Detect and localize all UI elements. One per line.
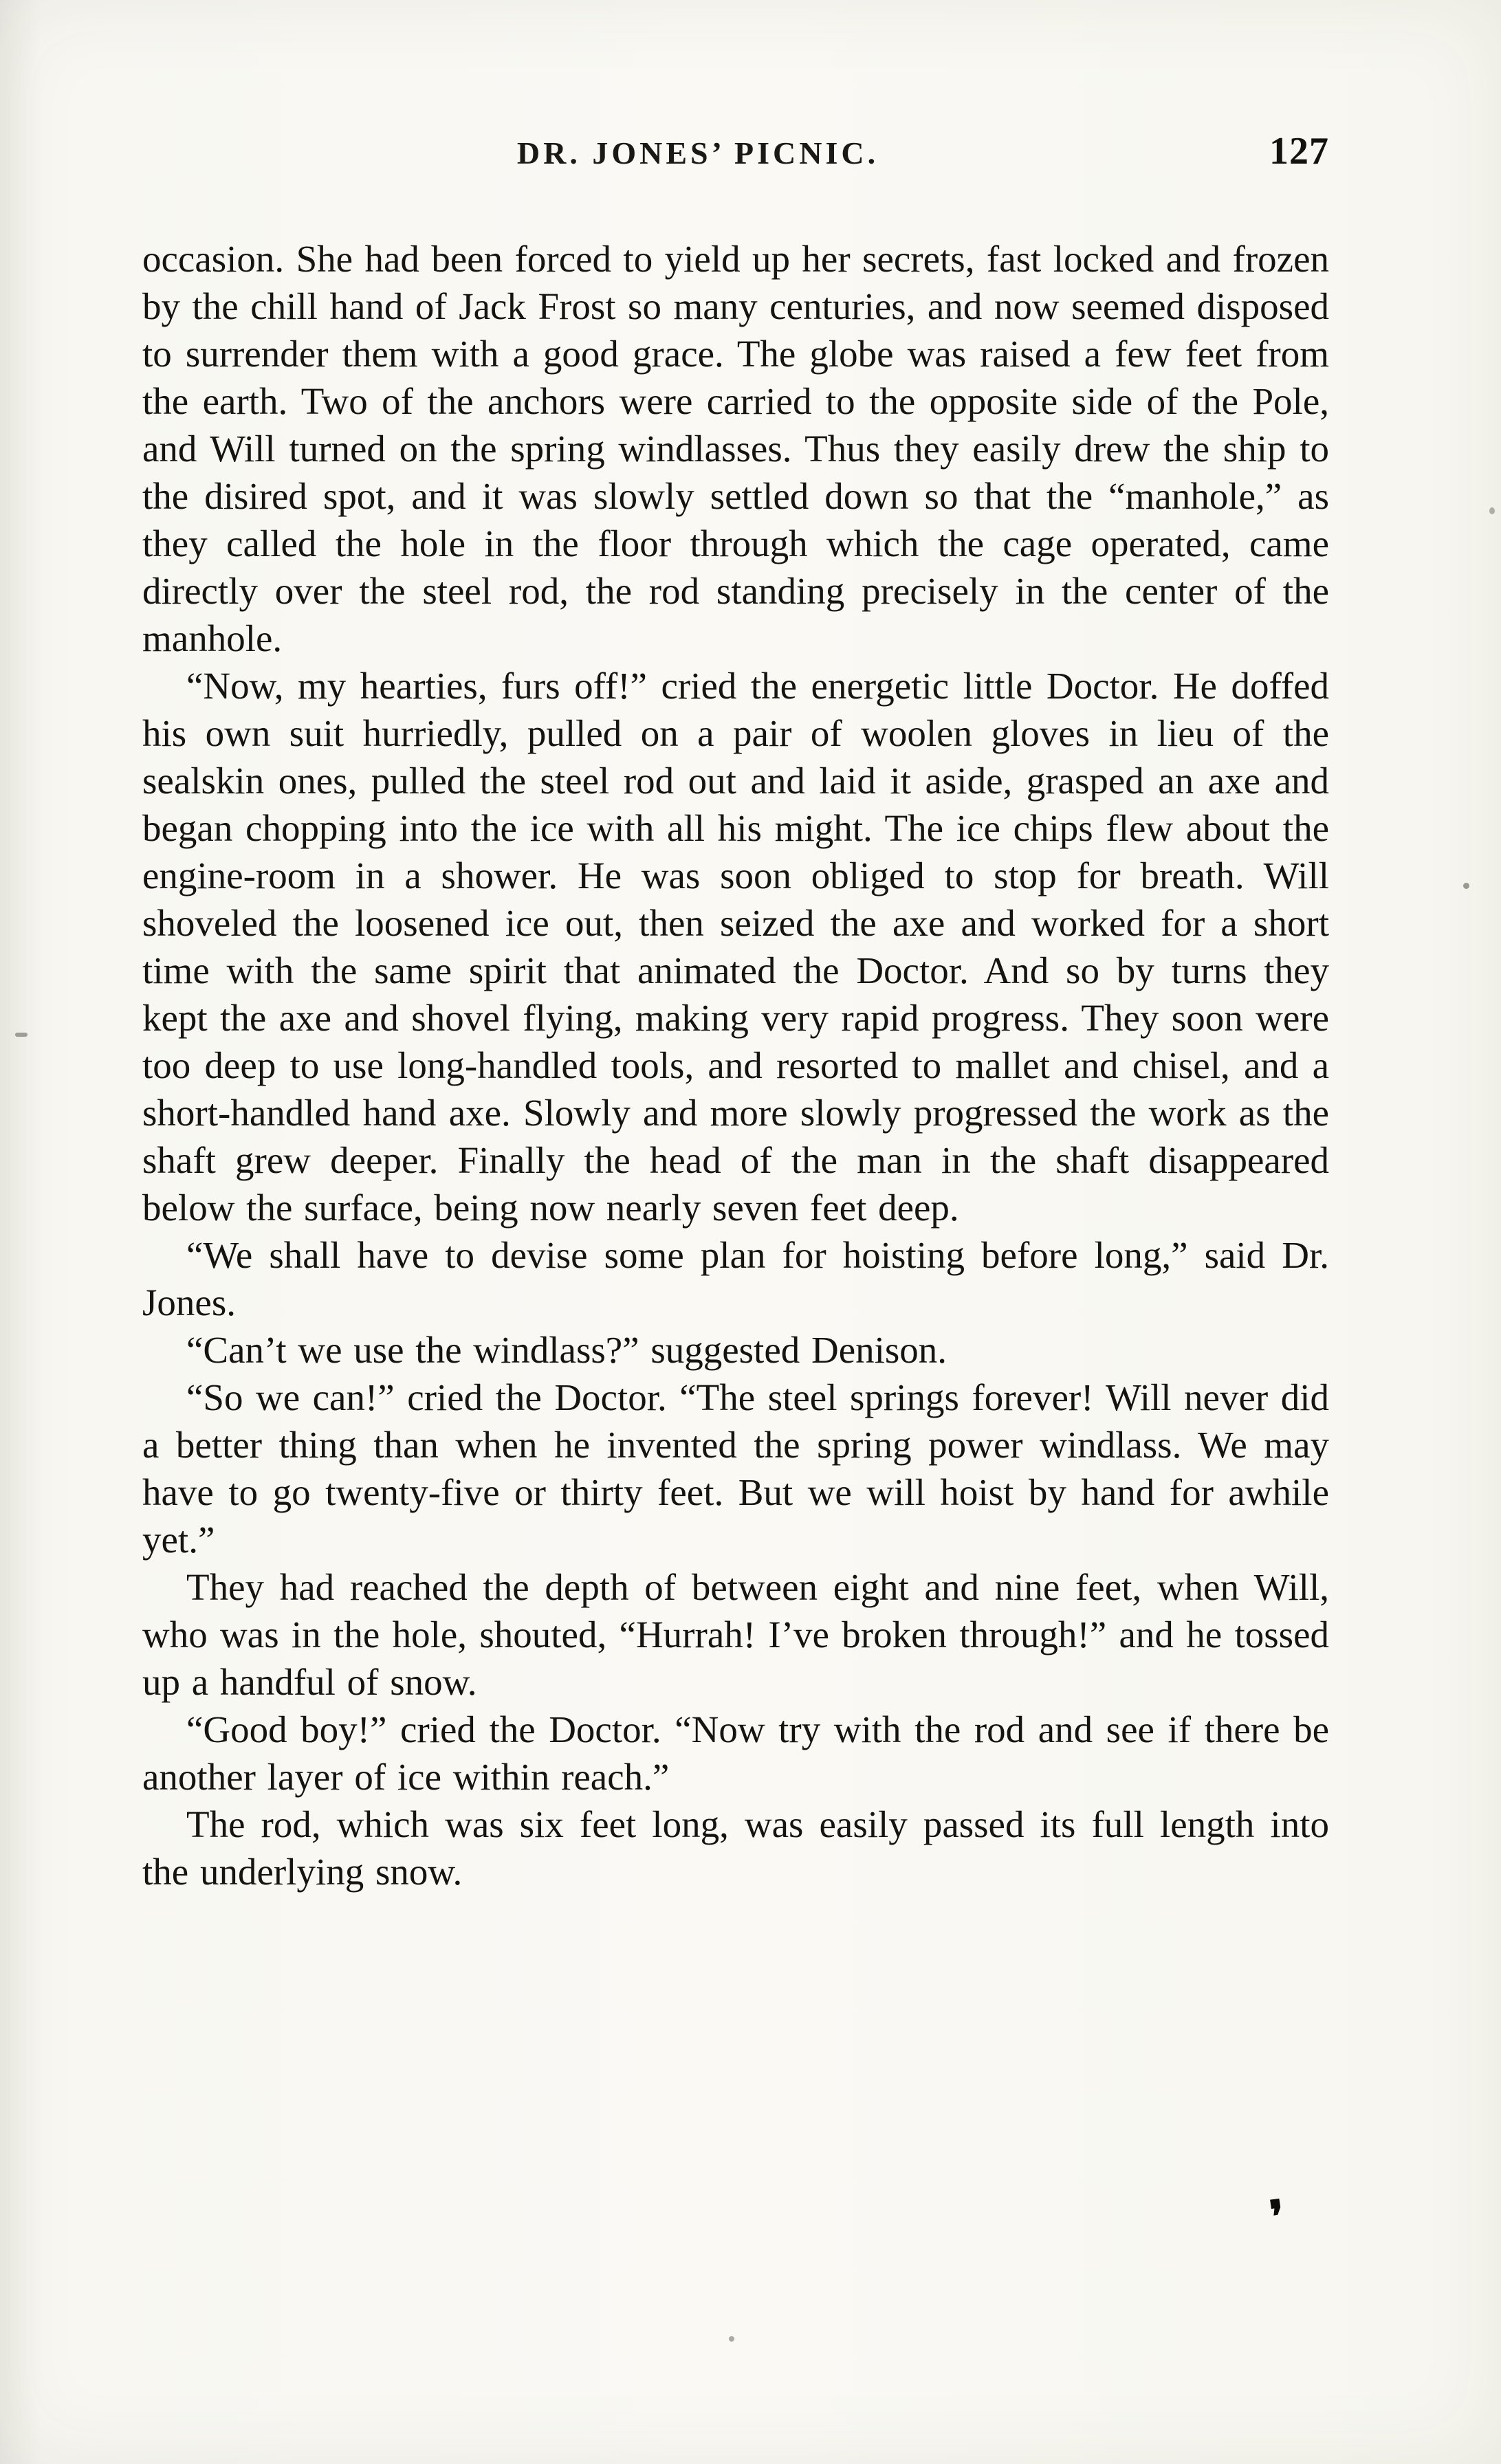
paragraph: The rod, which was six feet long, was easily passed its full length into the underlying snow.: [142, 1803, 1329, 1893]
scan-speck: [1489, 507, 1495, 514]
ink-mark-ornament: ❜: [1267, 2191, 1289, 2243]
paragraph: occasion. She had been forced to yield up her secrets, fast locked and frozen by the chill hand of Jack Frost so many centuries, and now seemed disposed to surrender them with a good grace. The globe was raised a few feet from the earth. Two of the anchors were carried to the opposite side of the Pole, and Will turned on the spring windlasses. Thus they easily drew the ship to the disired spot, and it was slowly settled down so that the “manhole,” as they called the hole in the floor through which the cage operated, came directly over the steel rod, the rod standing precisely in the center of the manhole.: [142, 238, 1329, 659]
paragraph: “So we can!” cried the Doctor. “The steel springs forever! Will never did a better thing than when he invented the spring power windlass. We may have to go twenty-five or thirty feet. But we will hoist by hand for awhile yet.”: [142, 1376, 1329, 1561]
paragraph: “Now, my hearties, furs off!” cried the energetic little Doctor. He doffed his own suit hurriedly, pulled on a pair of woolen gloves in lieu of the sealskin ones, pulled the steel rod out and laid it aside, grasped an axe and began chopping into the ice with all his might. The ice chips flew about the engine-room in a shower. He was soon obliged to stop for breath. Will shoveled the loosened ice out, then seized the axe and worked for a short time with the same spirit that animated the Doctor. And so by turns they kept the axe and shovel flying, making very rapid progress. They soon were too deep to use long-handled tools, and resorted to mallet and chisel, and a short-handled hand axe. Slowly and more slowly progressed the work as the shaft grew deeper. Finally the head of the man in the shaft disappeared below the surface, being now nearly seven feet deep.: [142, 665, 1329, 1229]
paragraph: “We shall have to devise some plan for hoisting before long,” said Dr. Jones.: [142, 1234, 1329, 1323]
running-title: DR. JONES’ PICNIC.: [516, 135, 879, 170]
scan-speck: [15, 1033, 28, 1037]
text-block: [142, 235, 1329, 1895]
page-number: 127: [1269, 130, 1329, 173]
paragraph: They had reached the depth of between eight and nine feet, when Will, who was in the hole, shouted, “Hurrah! I’ve broken through!” and he tossed up a handful of snow.: [142, 1566, 1329, 1703]
paragraph: “Good boy!” cried the Doctor. “Now try with the rod and see if there be another layer of ice within reach.”: [142, 1708, 1329, 1798]
paragraph: “Can’t we use the windlass?” suggested Denison.: [186, 1329, 947, 1371]
scan-speck: [729, 2336, 734, 2342]
page-header: [142, 130, 1329, 183]
scan-speck: [1463, 883, 1469, 889]
